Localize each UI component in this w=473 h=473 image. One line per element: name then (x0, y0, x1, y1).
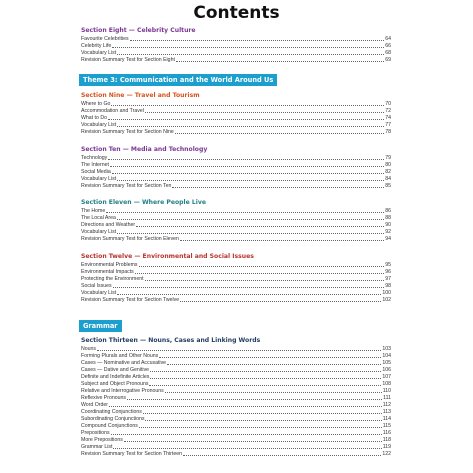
dot-leader (143, 413, 382, 414)
entry-page: 86 (385, 208, 391, 214)
entry-label: Environmental Impacts (81, 269, 134, 275)
dot-leader (117, 54, 384, 55)
entry-label: Directions and Weather (81, 222, 136, 228)
grammar-banner: Grammar (79, 320, 122, 332)
entry-page: 100 (382, 290, 391, 296)
dot-leader (117, 219, 384, 220)
entry-label: Subject and Object Pronouns (81, 381, 149, 387)
entry-page: 88 (385, 215, 391, 221)
dot-leader (111, 434, 382, 435)
toc-entry[interactable] (81, 108, 391, 114)
toc-entry[interactable] (81, 430, 391, 436)
entry-page: 77 (385, 122, 391, 128)
entry-page: 85 (385, 183, 391, 189)
dot-leader (127, 399, 382, 400)
dot-leader (176, 61, 384, 62)
section-twelve-heading[interactable]: Section Twelve — Environmental and Social Issues (81, 253, 254, 260)
entry-label: Relative and Interrogative Pronouns (81, 388, 164, 394)
dot-leader (113, 448, 381, 449)
entry-page: 72 (385, 108, 391, 114)
entry-page: 118 (382, 437, 391, 443)
dot-leader (159, 357, 381, 358)
toc-entry[interactable] (81, 360, 391, 366)
entry-label: Grammar List (81, 444, 113, 450)
dot-leader (139, 427, 382, 428)
entry-page: 68 (385, 50, 391, 56)
dot-leader (165, 392, 382, 393)
toc-entry[interactable] (81, 57, 391, 63)
entry-label: Celebrity Life (81, 43, 112, 49)
entry-page: 119 (382, 444, 391, 450)
toc-entry[interactable] (81, 43, 391, 49)
dot-leader (117, 126, 384, 127)
entry-label: Nouns (81, 346, 96, 352)
entry-label: Word Order (81, 402, 109, 408)
dot-leader (108, 119, 384, 120)
toc-entry[interactable] (81, 367, 391, 373)
entry-label: Environmental Problems (81, 262, 138, 268)
toc-entry[interactable] (81, 283, 391, 289)
entry-label: Accommodation and Travel (81, 108, 144, 114)
dot-leader (180, 301, 381, 302)
toc-entry[interactable] (81, 155, 391, 161)
entry-label: Forming Plurals and Other Nouns (81, 353, 159, 359)
entry-label: Definite and Indefinite Articles (81, 374, 150, 380)
dot-leader (106, 212, 384, 213)
dot-leader (112, 173, 385, 174)
toc-entry[interactable] (81, 409, 391, 415)
entry-label: Where to Go (81, 101, 111, 107)
entry-label: Compound Conjunctions (81, 423, 138, 429)
entry-page: 104 (382, 353, 391, 359)
dot-leader (139, 266, 385, 267)
dot-leader (175, 133, 384, 134)
toc-entry[interactable] (81, 388, 391, 394)
section-thirteen-heading[interactable]: Section Thirteen — Nouns, Cases and Linking Words (81, 337, 261, 344)
page-title: Contents (193, 3, 280, 23)
toc-entry[interactable] (81, 215, 391, 221)
entry-page: 111 (383, 395, 391, 401)
dot-leader (136, 226, 384, 227)
entry-page: 78 (385, 129, 391, 135)
entry-page: 116 (382, 430, 391, 436)
toc-entry[interactable] (81, 162, 391, 168)
entry-page: 70 (385, 101, 391, 107)
entry-label: Social Issues (81, 283, 112, 289)
dot-leader (109, 406, 382, 407)
entry-page: 96 (385, 269, 391, 275)
entry-page: 115 (382, 423, 391, 429)
toc-entry[interactable] (81, 395, 391, 401)
entry-page: 80 (385, 162, 391, 168)
dot-leader (150, 378, 381, 379)
section-ten-heading[interactable]: Section Ten — Media and Technology (81, 146, 208, 153)
toc-entry[interactable] (81, 101, 391, 107)
entry-label: Revision Summary Test for Section Ten (81, 183, 172, 189)
toc-entry[interactable] (81, 183, 391, 189)
entry-page: 106 (382, 367, 391, 373)
dot-leader (108, 159, 384, 160)
entry-page: 69 (385, 57, 391, 63)
entry-label: Reflexive Pronouns (81, 395, 126, 401)
entry-page: 112 (382, 402, 391, 408)
dot-leader (117, 294, 381, 295)
entry-page: 102 (382, 297, 391, 303)
entry-page: 84 (385, 176, 391, 182)
section-eight-heading[interactable]: Section Eight — Celebrity Culture (81, 27, 196, 34)
entry-label: Revision Summary Test for Section Eleven (81, 236, 179, 242)
entry-label: The Home (81, 208, 106, 214)
toc-entry[interactable] (81, 236, 391, 242)
dot-leader (110, 166, 384, 167)
dot-leader (150, 371, 381, 372)
entry-label: Revision Summary Test for Section Twelve (81, 297, 180, 303)
entry-page: 95 (385, 262, 391, 268)
dot-leader (117, 233, 384, 234)
entry-label: Vocabulary List (81, 176, 117, 182)
entry-label: Technology (81, 155, 108, 161)
toc-entry[interactable] (81, 36, 391, 42)
entry-label: Protecting the Environment (81, 276, 144, 282)
entry-label: Cases — Nominative and Accusative (81, 360, 167, 366)
dot-leader (124, 441, 382, 442)
entry-page: 90 (385, 222, 391, 228)
entry-page: 92 (385, 229, 391, 235)
entry-label: The Local Area (81, 215, 116, 221)
dot-leader (145, 112, 384, 113)
entry-page: 114 (382, 416, 391, 422)
entry-page: 74 (385, 115, 391, 121)
toc-entry[interactable] (81, 122, 391, 128)
entry-page: 105 (382, 360, 391, 366)
entry-label: Revision Summary Test for Section Eight (81, 57, 175, 63)
entry-label: Vocabulary List (81, 122, 117, 128)
entry-page: 110 (382, 388, 391, 394)
toc-entry[interactable] (81, 297, 391, 303)
entry-label: Revision Summary Test for Section Nine (81, 129, 174, 135)
entry-label: Subordinating Conjunctions (81, 416, 145, 422)
toc-entry[interactable] (81, 423, 391, 429)
theme-3-banner: Theme 3: Communication and the World Around Us (79, 74, 277, 86)
dot-leader (183, 455, 381, 456)
toc-entry[interactable] (81, 176, 391, 182)
dot-leader (135, 273, 384, 274)
entry-page: 79 (385, 155, 391, 161)
toc-entry[interactable] (81, 129, 391, 135)
dot-leader (172, 187, 384, 188)
entry-label: Coordinating Conjunctions (81, 409, 142, 415)
entry-page: 82 (385, 169, 391, 175)
toc-entry[interactable] (81, 353, 391, 359)
entry-label: More Prepositions (81, 437, 123, 443)
section-eleven-heading[interactable]: Section Eleven — Where People Live (81, 199, 206, 206)
entry-page: 64 (385, 36, 391, 42)
toc-entry[interactable] (81, 402, 391, 408)
toc-entry[interactable] (81, 269, 391, 275)
dot-leader (97, 350, 381, 351)
toc-entry[interactable] (81, 381, 391, 387)
entry-label: Prepositions (81, 430, 110, 436)
dot-leader (117, 180, 384, 181)
toc-entry[interactable] (81, 276, 391, 282)
entry-page: 108 (382, 381, 391, 387)
entry-label: Social Media (81, 169, 111, 175)
toc-entry[interactable] (81, 290, 391, 296)
toc-entry[interactable] (81, 222, 391, 228)
toc-entry[interactable] (81, 451, 391, 457)
dot-leader (112, 47, 384, 48)
entry-label: What to Do (81, 115, 107, 121)
entry-page: 94 (385, 236, 391, 242)
section-nine-heading[interactable]: Section Nine — Travel and Tourism (81, 92, 200, 99)
toc-entry[interactable] (81, 50, 391, 56)
toc-entry[interactable] (81, 169, 391, 175)
entry-page: 107 (382, 374, 391, 380)
entry-label: The Internet (81, 162, 109, 168)
entry-page: 97 (385, 276, 391, 282)
toc-entry[interactable] (81, 115, 391, 121)
toc-entry[interactable] (81, 444, 391, 450)
entry-label: Cases — Dative and Genitive (81, 367, 150, 373)
entry-label: Favourite Celebrities (81, 36, 129, 42)
entry-label: Revision Summary Test for Section Thirteen (81, 451, 183, 457)
entry-page: 113 (382, 409, 391, 415)
dot-leader (111, 105, 384, 106)
entry-label: Vocabulary List (81, 290, 117, 296)
dot-leader (149, 385, 381, 386)
toc-entry[interactable] (81, 416, 391, 422)
toc-entry[interactable] (81, 374, 391, 380)
dot-leader (180, 240, 384, 241)
dot-leader (113, 287, 385, 288)
dot-leader (130, 40, 385, 41)
entry-label: Vocabulary List (81, 50, 117, 56)
entry-label: Vocabulary List (81, 229, 117, 235)
toc-entry[interactable] (81, 208, 391, 214)
entry-page: 122 (382, 451, 391, 457)
entry-page: 66 (385, 43, 391, 49)
toc-entry[interactable] (81, 437, 391, 443)
toc-entry[interactable] (81, 262, 391, 268)
toc-entry[interactable] (81, 346, 391, 352)
dot-leader (167, 364, 381, 365)
entry-page: 103 (382, 346, 391, 352)
toc-entry[interactable] (81, 229, 391, 235)
entry-page: 98 (385, 283, 391, 289)
dot-leader (145, 420, 381, 421)
dot-leader (145, 280, 385, 281)
